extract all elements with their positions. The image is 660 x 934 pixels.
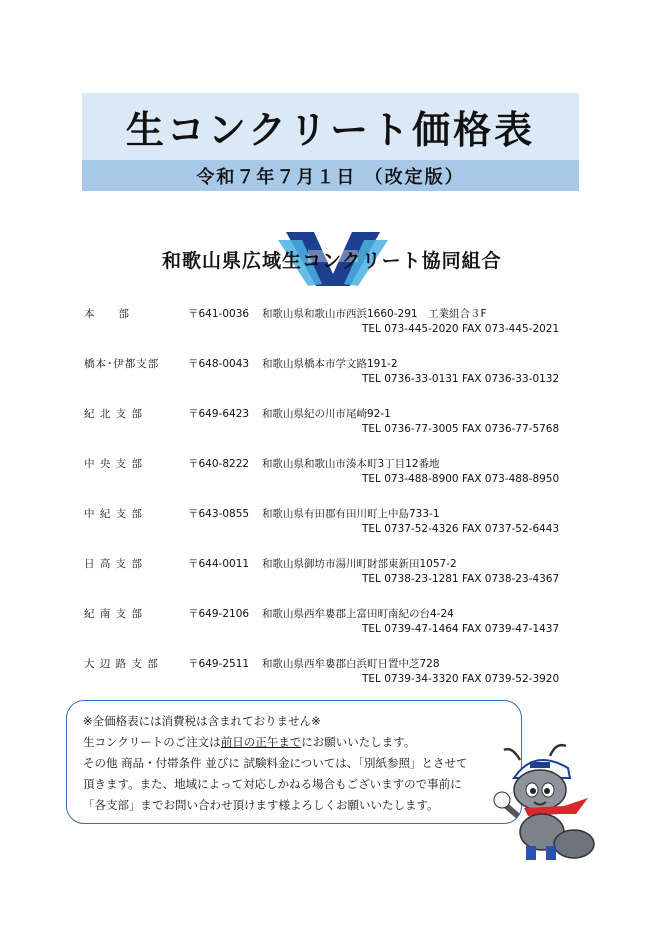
terms-note: その他 商品・付帯条件 並びに 試験料金については、「別紙参照」とさせて [83,756,468,770]
branch-row [0,356,660,396]
branch-postal: 〒643-0855 [188,508,250,520]
branch-postal: 〒649-6423 [188,408,250,420]
branch-tel: TEL 0739-34-3320 [362,673,459,685]
organization-header [150,228,510,290]
branch-row [0,456,660,496]
terms-note-cont: 頂きます。また、地域によって対応しかねる場合もございますので事前に [83,777,462,791]
branch-fax: FAX 0736-33-0132 [462,373,560,385]
branch-tel: TEL 073-445-2020 [362,323,459,335]
branch-row [0,606,660,646]
branch-fax: FAX 0738-23-4367 [462,573,560,585]
branch-postal: 〒640-8222 [188,458,250,470]
branch-row [0,306,660,346]
order-deadline-note [83,734,415,750]
branch-address: 和歌山県紀の川市尾崎92-1 [262,408,391,420]
branch-tel: TEL 0739-47-1464 [362,623,459,635]
branch-tel: TEL 0736-33-0131 [362,373,459,385]
branch-fax: FAX 0739-47-1437 [462,623,560,635]
branch-fax: FAX 073-445-2021 [462,323,560,335]
order-deadline: 前日の正午まで [220,735,302,749]
notes-box [66,700,522,824]
branch-name: 中 紀 支 部 [84,508,144,520]
organization-name: 和歌山県広域生コンクリート協同組合 [162,250,502,272]
branch-address: 和歌山県有田郡有田川町上中島733-1 [262,508,440,520]
branch-postal: 〒648-0043 [188,358,250,370]
branch-row [0,506,660,546]
branch-tel: TEL 073-488-8900 [362,473,459,485]
page-title: 生コンクリート価格表 [125,108,536,152]
branch-postal: 〒644-0011 [188,558,250,570]
branch-address: 和歌山県和歌山市湊本町3丁目12番地 [262,458,440,470]
order-note-text: 生コンクリートのご注文は [83,735,221,749]
branch-fax: FAX 0739-52-3920 [462,673,560,685]
branch-postal: 〒649-2511 [188,658,250,670]
branch-name: 大 辺 路 支 部 [84,658,159,670]
branch-name: 橋本･伊都支部 [84,358,160,370]
order-note-tail: にお願いいたします。 [301,735,416,749]
tax-note: ※全価格表には消費税は含まれておりません※ [83,714,321,728]
branch-name: 日 高 支 部 [84,558,144,570]
branch-row [0,556,660,596]
branch-address: 和歌山県橋本市学文路191-2 [262,358,398,370]
branch-fax: FAX 0737-52-6443 [462,523,560,535]
branch-tel: TEL 0736-77-3005 [362,423,459,435]
contact-note: 「各支部」までお問い合わせ頂けます様よろしくお願いいたします。 [83,798,439,812]
branch-address: 和歌山県西牟婁郡上富田町南紀の台4-24 [262,608,454,620]
subtitle-banner [82,160,579,191]
branch-fax: FAX 0736-77-5768 [462,423,560,435]
title-banner [82,93,579,160]
branch-name: 本 部 [84,308,130,320]
branch-name: 紀 南 支 部 [84,608,144,620]
branch-address: 和歌山県御坊市湯川町財部東新田1057-2 [262,558,457,570]
branch-name: 紀 北 支 部 [84,408,144,420]
branch-row [0,406,660,446]
branch-postal: 〒641-0036 [188,308,250,320]
branch-fax: FAX 073-488-8950 [462,473,560,485]
branch-name: 中 央 支 部 [84,458,144,470]
branch-address: 和歌山県西牟婁郡白浜町日置中芝728 [262,658,440,670]
revision-date: 令和７年７月１日 （改定版） [196,166,465,188]
mascot-ant-icon [490,740,605,865]
branch-postal: 〒649-2106 [188,608,250,620]
branch-row [0,656,660,696]
branch-tel: TEL 0738-23-1281 [362,573,459,585]
branch-tel: TEL 0737-52-4326 [362,523,459,535]
branch-address: 和歌山県和歌山市西浜1660-291 工業組合３F [262,308,487,320]
